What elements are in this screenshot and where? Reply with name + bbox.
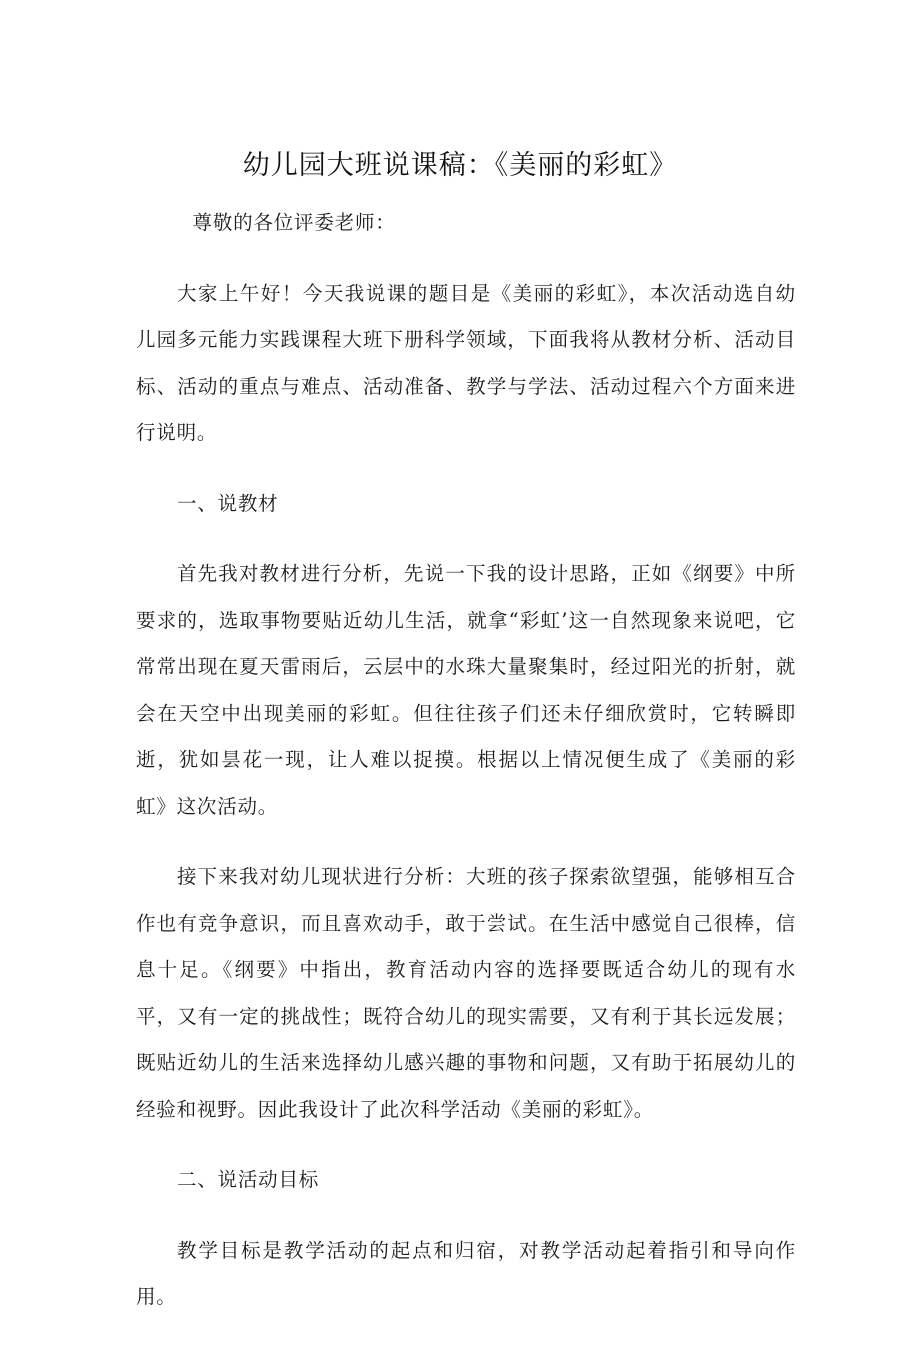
textbook-analysis-paragraph: 首先我对教材进行分析，先说一下我的设计思路，正如《纲要》中所要求的，选取事物要贴近幼儿生活，就拿“彩虹’这一自然现象来说吧，它常常出现在夏天雷雨后，云层中的水珠大量聚集时，经过阳光的折射，就会在天空中出现美丽的彩虹。但往往孩子们还未仔细欣赏时，它转瞬即逝，犹如昙花一现，让人难以捉摸。根据以上情况便生成了《美丽的彩虹》这次活动。 xyxy=(136,562,796,818)
children-analysis-paragraph: 接下来我对幼儿现状进行分析：大班的孩子探索欲望强，能够相互合作也有竞争意识，而且喜欢动手，敢于尝试。在生活中感觉自己很棒，信息十足。《纲要》中指出，教育活动内容的选择要既适合幼儿的现有水平，又有一定的挑战性；既符合幼儿的现实需要，又有利于其长远发展；既贴近幼儿的生活来选择幼儿感兴趣的事物和问题，又有助于拓展幼儿的经验和视野。因此我设计了此次科学活动《美丽的彩虹》。 xyxy=(136,865,796,1121)
intro-paragraph: 大家上午好！今天我说课的题目是《美丽的彩虹》，本次活动选自幼儿园多元能力实践课程大班下册科学领域，下面我将从教材分析、活动目标、活动的重点与难点、活动准备、教学与学法、活动过程六个方面来进行说明。 xyxy=(136,281,796,444)
document-body xyxy=(136,200,796,1345)
section-heading-textbook: 一、说教材 xyxy=(176,491,279,515)
greeting-line: 尊敬的各位评委老师： xyxy=(192,211,396,234)
section-heading-goals: 二、说活动目标 xyxy=(176,1168,320,1191)
goals-paragraph: 教学目标是教学活动的起点和归宿，对教学活动起着指引和导向作用。 xyxy=(136,1238,796,1308)
document-title: 幼儿园大班说课稿：《美丽的彩虹》 xyxy=(242,150,678,181)
